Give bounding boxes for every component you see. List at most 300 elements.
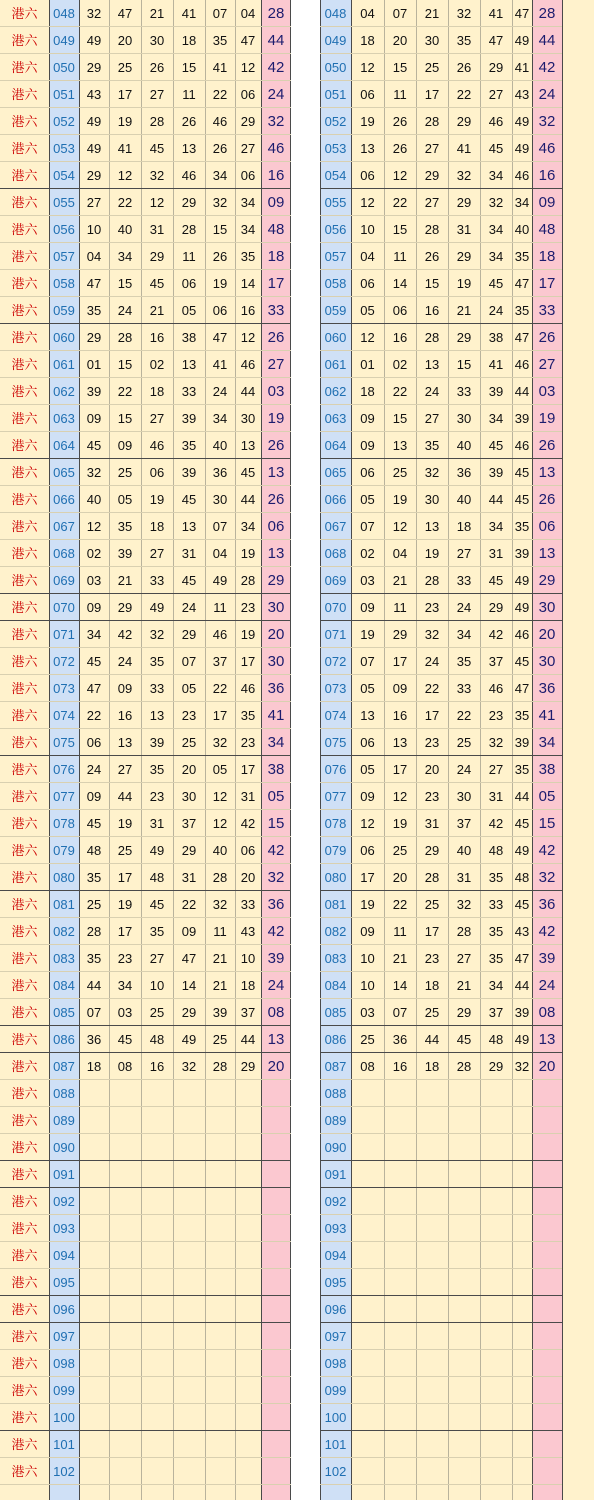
lottery-label: 港六 [11, 843, 38, 858]
table-row [320, 1458, 562, 1485]
sorted-draw-number: 29 [488, 1059, 504, 1074]
sorted-draw-number: 40 [456, 843, 472, 858]
sorted-draw-number: 28 [424, 222, 440, 237]
sorted-draw-number: 13 [424, 519, 440, 534]
sorted-draw-number: 37 [456, 816, 472, 831]
sorted-draw-number [448, 1458, 480, 1485]
draw-number: 26 [212, 249, 228, 264]
draw-number [141, 1323, 173, 1350]
table-row [320, 756, 562, 783]
table-row [0, 1296, 291, 1323]
lottery-label: 港六 [11, 87, 38, 102]
draw-number: 41 [212, 357, 228, 372]
sorted-draw-number: 43 [514, 924, 530, 939]
draw-number: 41 [117, 141, 133, 156]
draw-number [173, 1215, 205, 1242]
sorted-draw-number: 11 [393, 87, 407, 102]
table-row [320, 81, 562, 108]
sorted-draw-number: 28 [424, 573, 440, 588]
lottery-label: 港六 [11, 1059, 38, 1074]
special-number [532, 1269, 562, 1296]
sorted-draw-number: 19 [360, 114, 375, 129]
draw-number [235, 1431, 261, 1458]
table-row [0, 1215, 291, 1242]
lottery-label: 港六 [11, 438, 38, 453]
sorted-draw-number [448, 1188, 480, 1215]
period-number: 086 [324, 1032, 347, 1047]
lottery-label: 港六 [11, 1437, 38, 1452]
sorted-draw-number: 28 [424, 330, 440, 345]
draw-number: 45 [86, 654, 102, 669]
draw-number: 44 [86, 978, 102, 993]
sorted-draw-number: 16 [424, 303, 440, 318]
sorted-draw-number: 04 [360, 6, 375, 21]
draw-number: 48 [86, 843, 102, 858]
draw-number: 12 [240, 60, 256, 75]
draw-number: 21 [149, 6, 165, 21]
period-number: 101 [324, 1437, 347, 1452]
sorted-draw-number: 19 [392, 492, 408, 507]
period-number: 078 [324, 816, 347, 831]
sorted-draw-number [351, 1323, 384, 1350]
draw-number: 17 [212, 708, 228, 723]
table-row [320, 54, 562, 81]
sorted-draw-number: 04 [392, 546, 408, 561]
table-row [0, 837, 291, 864]
sorted-draw-number: 47 [514, 276, 530, 291]
draw-number: 13 [181, 519, 197, 534]
sorted-draw-number: 15 [424, 276, 440, 291]
table-row [0, 1026, 291, 1053]
sorted-draw-number: 12 [360, 330, 375, 345]
sorted-draw-number [384, 1080, 416, 1107]
sorted-draw-number [448, 1404, 480, 1431]
lottery-label: 港六 [11, 1410, 38, 1425]
period-number: 093 [324, 1221, 347, 1236]
sorted-draw-number: 35 [514, 303, 530, 318]
lottery-label: 港六 [11, 897, 38, 912]
draw-number: 24 [181, 600, 197, 615]
draw-number: 49 [86, 141, 102, 156]
sorted-draw-number [351, 1134, 384, 1161]
table-row [0, 594, 291, 621]
draw-number: 40 [86, 492, 102, 507]
draw-number [141, 1431, 173, 1458]
lottery-label: 港六 [11, 60, 38, 75]
period-number: 059 [324, 303, 347, 318]
period-number: 095 [53, 1275, 75, 1290]
sorted-draw-number [384, 1350, 416, 1377]
draw-number [79, 1242, 109, 1269]
table-row [0, 648, 291, 675]
sorted-draw-number: 47 [514, 681, 530, 696]
raw-draw-table [0, 0, 291, 1500]
sorted-draw-number: 39 [514, 411, 530, 426]
draw-number: 35 [86, 870, 102, 885]
draw-number: 41 [181, 6, 197, 21]
draw-number: 49 [181, 1032, 197, 1047]
special-number: 26 [267, 329, 285, 346]
table-row [320, 162, 562, 189]
draw-number: 04 [86, 249, 102, 264]
sorted-draw-number: 15 [392, 222, 408, 237]
table-row [0, 702, 291, 729]
draw-number: 28 [181, 222, 197, 237]
draw-number: 09 [86, 789, 102, 804]
draw-number [109, 1377, 141, 1404]
draw-number: 40 [212, 843, 228, 858]
table-row [0, 1431, 291, 1458]
draw-number [205, 1161, 235, 1188]
draw-number [205, 1404, 235, 1431]
sorted-draw-number: 29 [488, 60, 504, 75]
table-row [320, 621, 562, 648]
period-number: 087 [324, 1059, 347, 1074]
draw-number: 25 [117, 60, 133, 75]
sorted-draw-number [448, 1107, 480, 1134]
special-number [261, 1242, 291, 1269]
sorted-draw-number: 49 [514, 1032, 530, 1047]
sorted-draw-number [448, 1350, 480, 1377]
draw-number: 49 [149, 843, 165, 858]
draw-number: 26 [212, 141, 228, 156]
sorted-draw-number [480, 1296, 512, 1323]
sorted-draw-number: 19 [360, 627, 375, 642]
draw-number: 47 [181, 951, 197, 966]
draw-number: 38 [181, 330, 197, 345]
sorted-draw-number: 29 [456, 195, 472, 210]
sorted-draw-number: 18 [456, 519, 472, 534]
sorted-draw-number [416, 1404, 448, 1431]
sorted-draw-number [384, 1215, 416, 1242]
sorted-draw-number [512, 1404, 532, 1431]
draw-number: 29 [86, 60, 102, 75]
period-number: 099 [53, 1383, 75, 1398]
sorted-draw-number: 18 [424, 1059, 440, 1074]
period-number: 062 [324, 384, 347, 399]
special-number [261, 1161, 291, 1188]
draw-number: 36 [86, 1032, 102, 1047]
draw-number [141, 1188, 173, 1215]
draw-number [79, 1134, 109, 1161]
sorted-draw-number: 18 [360, 384, 375, 399]
draw-number: 45 [149, 276, 165, 291]
table-row [320, 1134, 562, 1161]
sorted-draw-number [416, 1269, 448, 1296]
sorted-draw-number: 30 [424, 33, 440, 48]
draw-number [109, 1458, 141, 1485]
period-number: 068 [53, 546, 75, 561]
period-number: 084 [324, 978, 347, 993]
sorted-draw-number: 27 [488, 87, 504, 102]
sorted-draw-number [384, 1161, 416, 1188]
draw-number [79, 1107, 109, 1134]
draw-number [235, 1350, 261, 1377]
draw-number: 16 [149, 330, 165, 345]
period-number: 054 [324, 168, 347, 183]
period-number: 082 [53, 924, 75, 939]
sorted-draw-number [512, 1188, 532, 1215]
special-number [532, 1458, 562, 1485]
sorted-draw-number: 22 [456, 708, 472, 723]
period-number: 048 [324, 6, 347, 21]
sorted-draw-number [384, 1296, 416, 1323]
special-number: 08 [267, 1004, 285, 1021]
sorted-draw-number: 10 [360, 951, 375, 966]
table-row [320, 864, 562, 891]
sorted-draw-number: 47 [514, 330, 530, 345]
sorted-draw-number [384, 1134, 416, 1161]
draw-number [109, 1161, 141, 1188]
draw-number: 29 [181, 627, 197, 642]
draw-number: 02 [86, 546, 102, 561]
draw-number: 23 [240, 735, 256, 750]
special-number: 28 [538, 5, 556, 22]
draw-number: 02 [149, 357, 165, 372]
lottery-label: 港六 [11, 33, 38, 48]
lottery-label: 港六 [11, 1140, 38, 1155]
sorted-draw-number [416, 1296, 448, 1323]
draw-number: 33 [240, 897, 256, 912]
draw-number [173, 1188, 205, 1215]
draw-number: 28 [212, 870, 228, 885]
lottery-label: 港六 [11, 357, 38, 372]
lottery-label: 港六 [11, 1086, 38, 1101]
table-row [320, 486, 562, 513]
sorted-draw-number: 31 [456, 222, 472, 237]
sorted-draw-number: 38 [488, 330, 504, 345]
draw-number: 19 [149, 492, 165, 507]
draw-number [205, 1080, 235, 1107]
table-row [0, 1134, 291, 1161]
lottery-label: 港六 [11, 681, 38, 696]
table-row [320, 648, 562, 675]
lottery-label: 港六 [11, 762, 38, 777]
sorted-draw-number: 22 [392, 897, 408, 912]
draw-number [173, 1080, 205, 1107]
table-row [0, 1161, 291, 1188]
table-row [320, 594, 562, 621]
sorted-draw-number: 29 [488, 600, 504, 615]
special-number: 17 [538, 275, 556, 292]
sorted-draw-number: 30 [456, 411, 472, 426]
special-number [532, 1350, 562, 1377]
draw-number [205, 1269, 235, 1296]
draw-number: 29 [149, 249, 165, 264]
sorted-draw-number [480, 1431, 512, 1458]
special-number: 27 [267, 356, 285, 373]
lottery-label: 港六 [11, 168, 38, 183]
lottery-label: 港六 [11, 789, 38, 804]
sorted-draw-number [416, 1188, 448, 1215]
special-number: 27 [538, 356, 556, 373]
draw-number: 19 [240, 546, 256, 561]
sorted-draw-number: 07 [360, 519, 375, 534]
draw-number [173, 1323, 205, 1350]
special-number: 13 [538, 1031, 556, 1048]
special-number: 13 [267, 545, 285, 562]
draw-number: 32 [212, 195, 228, 210]
table-row [0, 1458, 291, 1485]
table-row [0, 675, 291, 702]
draw-number: 06 [149, 465, 165, 480]
sorted-draw-number: 25 [392, 843, 408, 858]
sorted-draw-number: 12 [392, 789, 408, 804]
special-number: 03 [538, 383, 556, 400]
sorted-draw-number: 17 [360, 870, 375, 885]
draw-number [235, 1404, 261, 1431]
sorted-draw-number: 23 [424, 789, 440, 804]
draw-number: 19 [212, 276, 228, 291]
table-row [320, 459, 562, 486]
sorted-draw-number: 03 [360, 573, 375, 588]
sorted-draw-number: 06 [360, 843, 375, 858]
table-row [0, 810, 291, 837]
sorted-draw-number: 44 [514, 978, 530, 993]
sorted-draw-number [480, 1161, 512, 1188]
draw-number: 32 [212, 735, 228, 750]
draw-number: 46 [240, 357, 256, 372]
draw-number: 37 [212, 654, 228, 669]
draw-number: 45 [86, 438, 102, 453]
draw-number: 15 [212, 222, 228, 237]
draw-number: 15 [117, 411, 133, 426]
table-row [320, 1107, 562, 1134]
table-row [0, 1242, 291, 1269]
table-row [320, 702, 562, 729]
draw-number: 14 [181, 978, 197, 993]
draw-number: 29 [181, 1005, 197, 1020]
sorted-draw-number: 22 [392, 195, 408, 210]
period-number: 051 [324, 87, 347, 102]
draw-number: 07 [212, 519, 228, 534]
sorted-draw-number [416, 1242, 448, 1269]
sorted-draw-number [384, 1107, 416, 1134]
draw-number: 24 [86, 762, 102, 777]
draw-number: 12 [86, 519, 102, 534]
sorted-draw-number: 24 [456, 762, 472, 777]
draw-number [205, 1431, 235, 1458]
draw-number: 46 [212, 114, 228, 129]
sorted-draw-number: 27 [456, 951, 472, 966]
sorted-draw-number [448, 1134, 480, 1161]
draw-number [173, 1134, 205, 1161]
draw-number: 39 [212, 1005, 228, 1020]
draw-number: 29 [86, 330, 102, 345]
draw-number: 39 [117, 546, 133, 561]
period-number: 061 [53, 357, 75, 372]
sorted-draw-number: 46 [514, 627, 530, 642]
sorted-draw-number: 05 [360, 303, 375, 318]
sorted-draw-number: 35 [488, 951, 504, 966]
draw-number: 33 [181, 384, 197, 399]
period-number: 085 [324, 1005, 347, 1020]
sorted-draw-number: 21 [392, 951, 408, 966]
special-number: 24 [267, 86, 285, 103]
sorted-draw-number: 39 [488, 465, 504, 480]
sorted-draw-number: 45 [514, 492, 530, 507]
sorted-draw-number: 19 [424, 546, 440, 561]
table-row [320, 999, 562, 1026]
sorted-draw-number [512, 1269, 532, 1296]
special-number [261, 1377, 291, 1404]
draw-number: 22 [86, 708, 102, 723]
draw-number: 07 [212, 6, 228, 21]
table-row [320, 1161, 562, 1188]
draw-number: 42 [117, 627, 133, 642]
draw-number [205, 1350, 235, 1377]
draw-number: 05 [212, 762, 228, 777]
period-number: 072 [324, 654, 347, 669]
lottery-label: 港六 [11, 654, 38, 669]
sorted-draw-number [351, 1107, 384, 1134]
draw-number: 12 [149, 195, 165, 210]
special-number [532, 1296, 562, 1323]
lottery-label: 港六 [11, 465, 38, 480]
sorted-draw-number: 46 [488, 681, 504, 696]
sorted-draw-number: 12 [392, 519, 408, 534]
draw-number: 09 [181, 924, 197, 939]
draw-number [205, 1188, 235, 1215]
special-number: 24 [538, 86, 556, 103]
sorted-draw-number: 27 [488, 762, 504, 777]
draw-number: 34 [117, 978, 133, 993]
special-number: 36 [267, 896, 285, 913]
sorted-draw-number: 40 [514, 222, 530, 237]
sorted-draw-number [448, 1296, 480, 1323]
draw-number: 29 [240, 114, 256, 129]
period-number: 073 [324, 681, 347, 696]
table-row [320, 783, 562, 810]
sorted-draw-number [384, 1431, 416, 1458]
sorted-draw-number: 47 [514, 6, 530, 21]
sorted-draw-number: 13 [360, 708, 375, 723]
sorted-draw-number: 10 [360, 222, 375, 237]
table-row [320, 729, 562, 756]
sorted-draw-number: 32 [424, 465, 440, 480]
sorted-draw-number: 32 [456, 897, 472, 912]
draw-number: 10 [86, 222, 102, 237]
period-number: 060 [53, 330, 75, 345]
sorted-draw-number: 20 [424, 762, 440, 777]
lottery-label: 港六 [11, 249, 38, 264]
sorted-draw-number [512, 1215, 532, 1242]
period-number: 063 [53, 411, 75, 426]
draw-number: 27 [149, 951, 165, 966]
draw-number: 07 [181, 654, 197, 669]
draw-number: 34 [212, 411, 228, 426]
period-number: 091 [53, 1167, 75, 1182]
special-number: 39 [267, 950, 285, 967]
draw-number [141, 1269, 173, 1296]
special-number [261, 1269, 291, 1296]
draw-number: 10 [149, 978, 165, 993]
draw-number: 05 [181, 681, 197, 696]
table-row [320, 0, 562, 27]
draw-number: 34 [240, 519, 256, 534]
special-number: 08 [538, 1004, 556, 1021]
sorted-draw-number [480, 1134, 512, 1161]
draw-number: 12 [212, 816, 228, 831]
table-row [0, 1377, 291, 1404]
draw-number: 28 [86, 924, 102, 939]
table-row [320, 1026, 562, 1053]
sorted-draw-number [384, 1188, 416, 1215]
sorted-draw-number [448, 1080, 480, 1107]
draw-number [79, 1431, 109, 1458]
sorted-draw-number [512, 1377, 532, 1404]
draw-number: 12 [212, 789, 228, 804]
